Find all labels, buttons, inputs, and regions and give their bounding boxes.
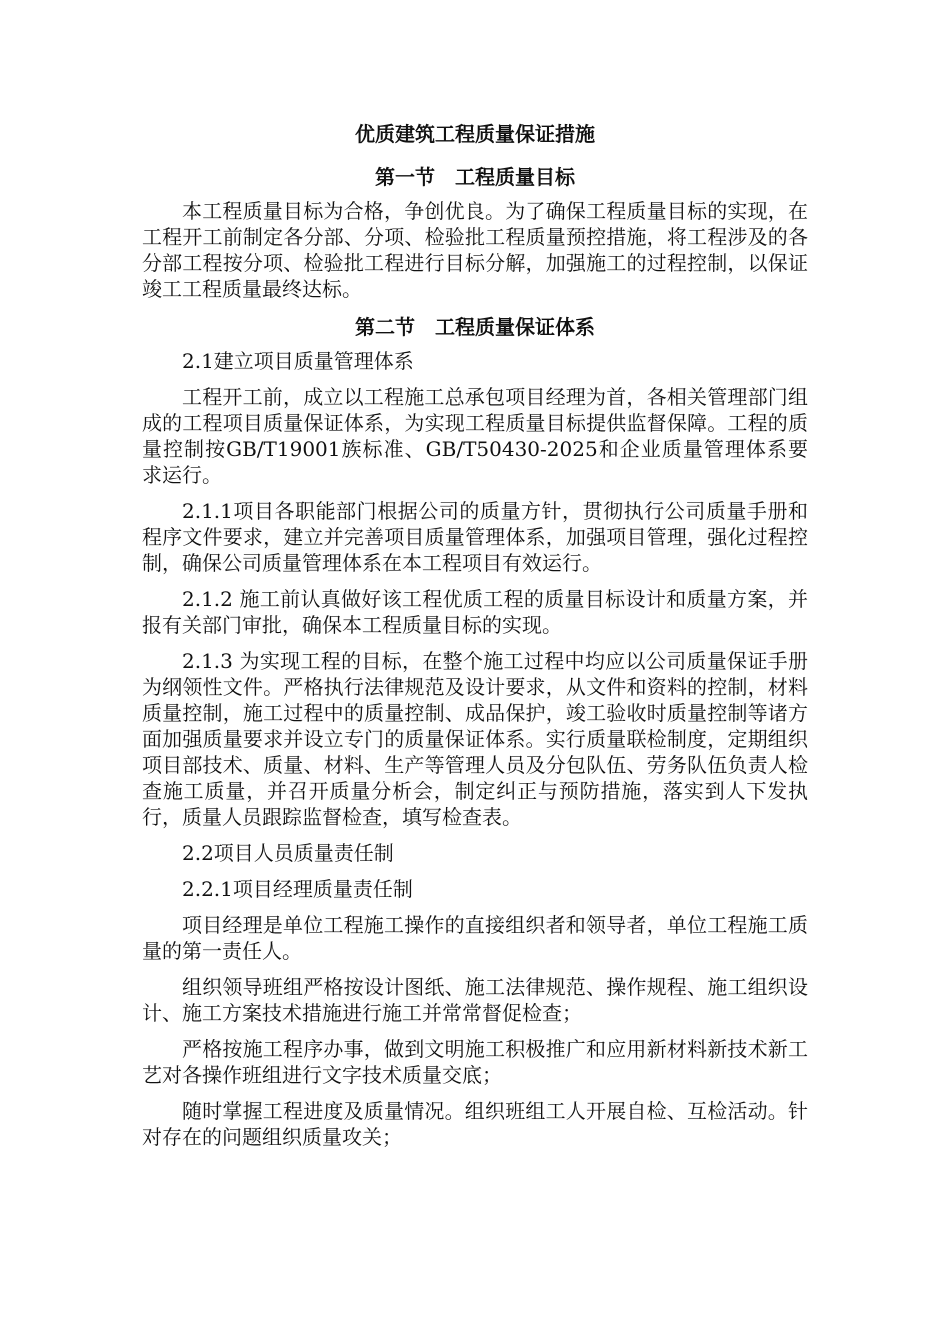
- section-1-paragraph: 本工程质量目标为合格，争创优良。为了确保工程质量目标的实现，在工程开工前制定各分部、分项、检验批工程质量预控措施，将工程涉及的各分部工程按分项、检验批工程进行目标分解，加强施工的过程控制，以保证竣工工程质量最终达标。: [142, 199, 808, 301]
- paragraph: 项目经理是单位工程施工操作的直接组织者和领导者，单位工程施工质量的第一责任人。: [142, 913, 808, 963]
- section-1-heading: 第一节 工程质量目标: [375, 165, 575, 189]
- subheading-2-1: 2.1建立项目质量管理体系: [182, 349, 414, 373]
- paragraph: 严格按施工程序办事，做到文明施工积极推广和应用新材料新技术新工艺对各操作班组进行文字技术质量交底；: [142, 1037, 808, 1087]
- paragraph-2-1-1: 2.1.1项目各职能部门根据公司的质量方针，贯彻执行公司质量手册和程序文件要求，建立并完善项目质量管理体系，加强项目管理，强化过程控制，确保公司质量管理体系在本工程项目有效运行。: [142, 499, 808, 575]
- paragraph-2-1-3: 2.1.3 为实现工程的目标，在整个施工过程中均应以公司质量保证手册为纲领性文件。严格执行法律规范及设计要求，从文件和资料的控制，材料质量控制，施工过程中的质量控制、成品保护，竣工验收时质量控制等诸方面加强质量要求并设立专门的质量保证体系。实行质量联检制度，定期组织项目部技术、质量、材料、生产等管理人员及分包队伍、劳务队伍负责人检查施工质量，并召开质量分析会，制定纠正与预防措施，落实到人下发执行，质量人员跟踪监督检查，填写检查表。: [142, 649, 808, 829]
- subheading-2-2-1: 2.2.1项目经理质量责任制: [182, 877, 413, 901]
- paragraph: 组织领导班组严格按设计图纸、施工法律规范、操作规程、施工组织设计、施工方案技术措施进行施工并常常督促检查；: [142, 975, 808, 1025]
- section-2-heading: 第二节 工程质量保证体系: [355, 315, 595, 339]
- document-page: [142, 120, 808, 1150]
- paragraph: 随时掌握工程进度及质量情况。组织班组工人开展自检、互检活动。针对存在的问题组织质量攻关；: [142, 1099, 808, 1149]
- subheading-2-2: 2.2项目人员质量责任制: [182, 841, 394, 865]
- paragraph: 工程开工前，成立以工程施工总承包项目经理为首，各相关管理部门组成的工程项目质量保证体系，为实现工程质量目标提供监督保障。工程的质量控制按GB/T19001族标准、GB/T50430-2025和企业质量管理体系要求运行。: [142, 385, 808, 487]
- paragraph-2-1-2: 2.1.2 施工前认真做好该工程优质工程的质量目标设计和质量方案，并报有关部门审批，确保本工程质量目标的实现。: [142, 587, 808, 637]
- document-title: 优质建筑工程质量保证措施: [355, 122, 595, 146]
